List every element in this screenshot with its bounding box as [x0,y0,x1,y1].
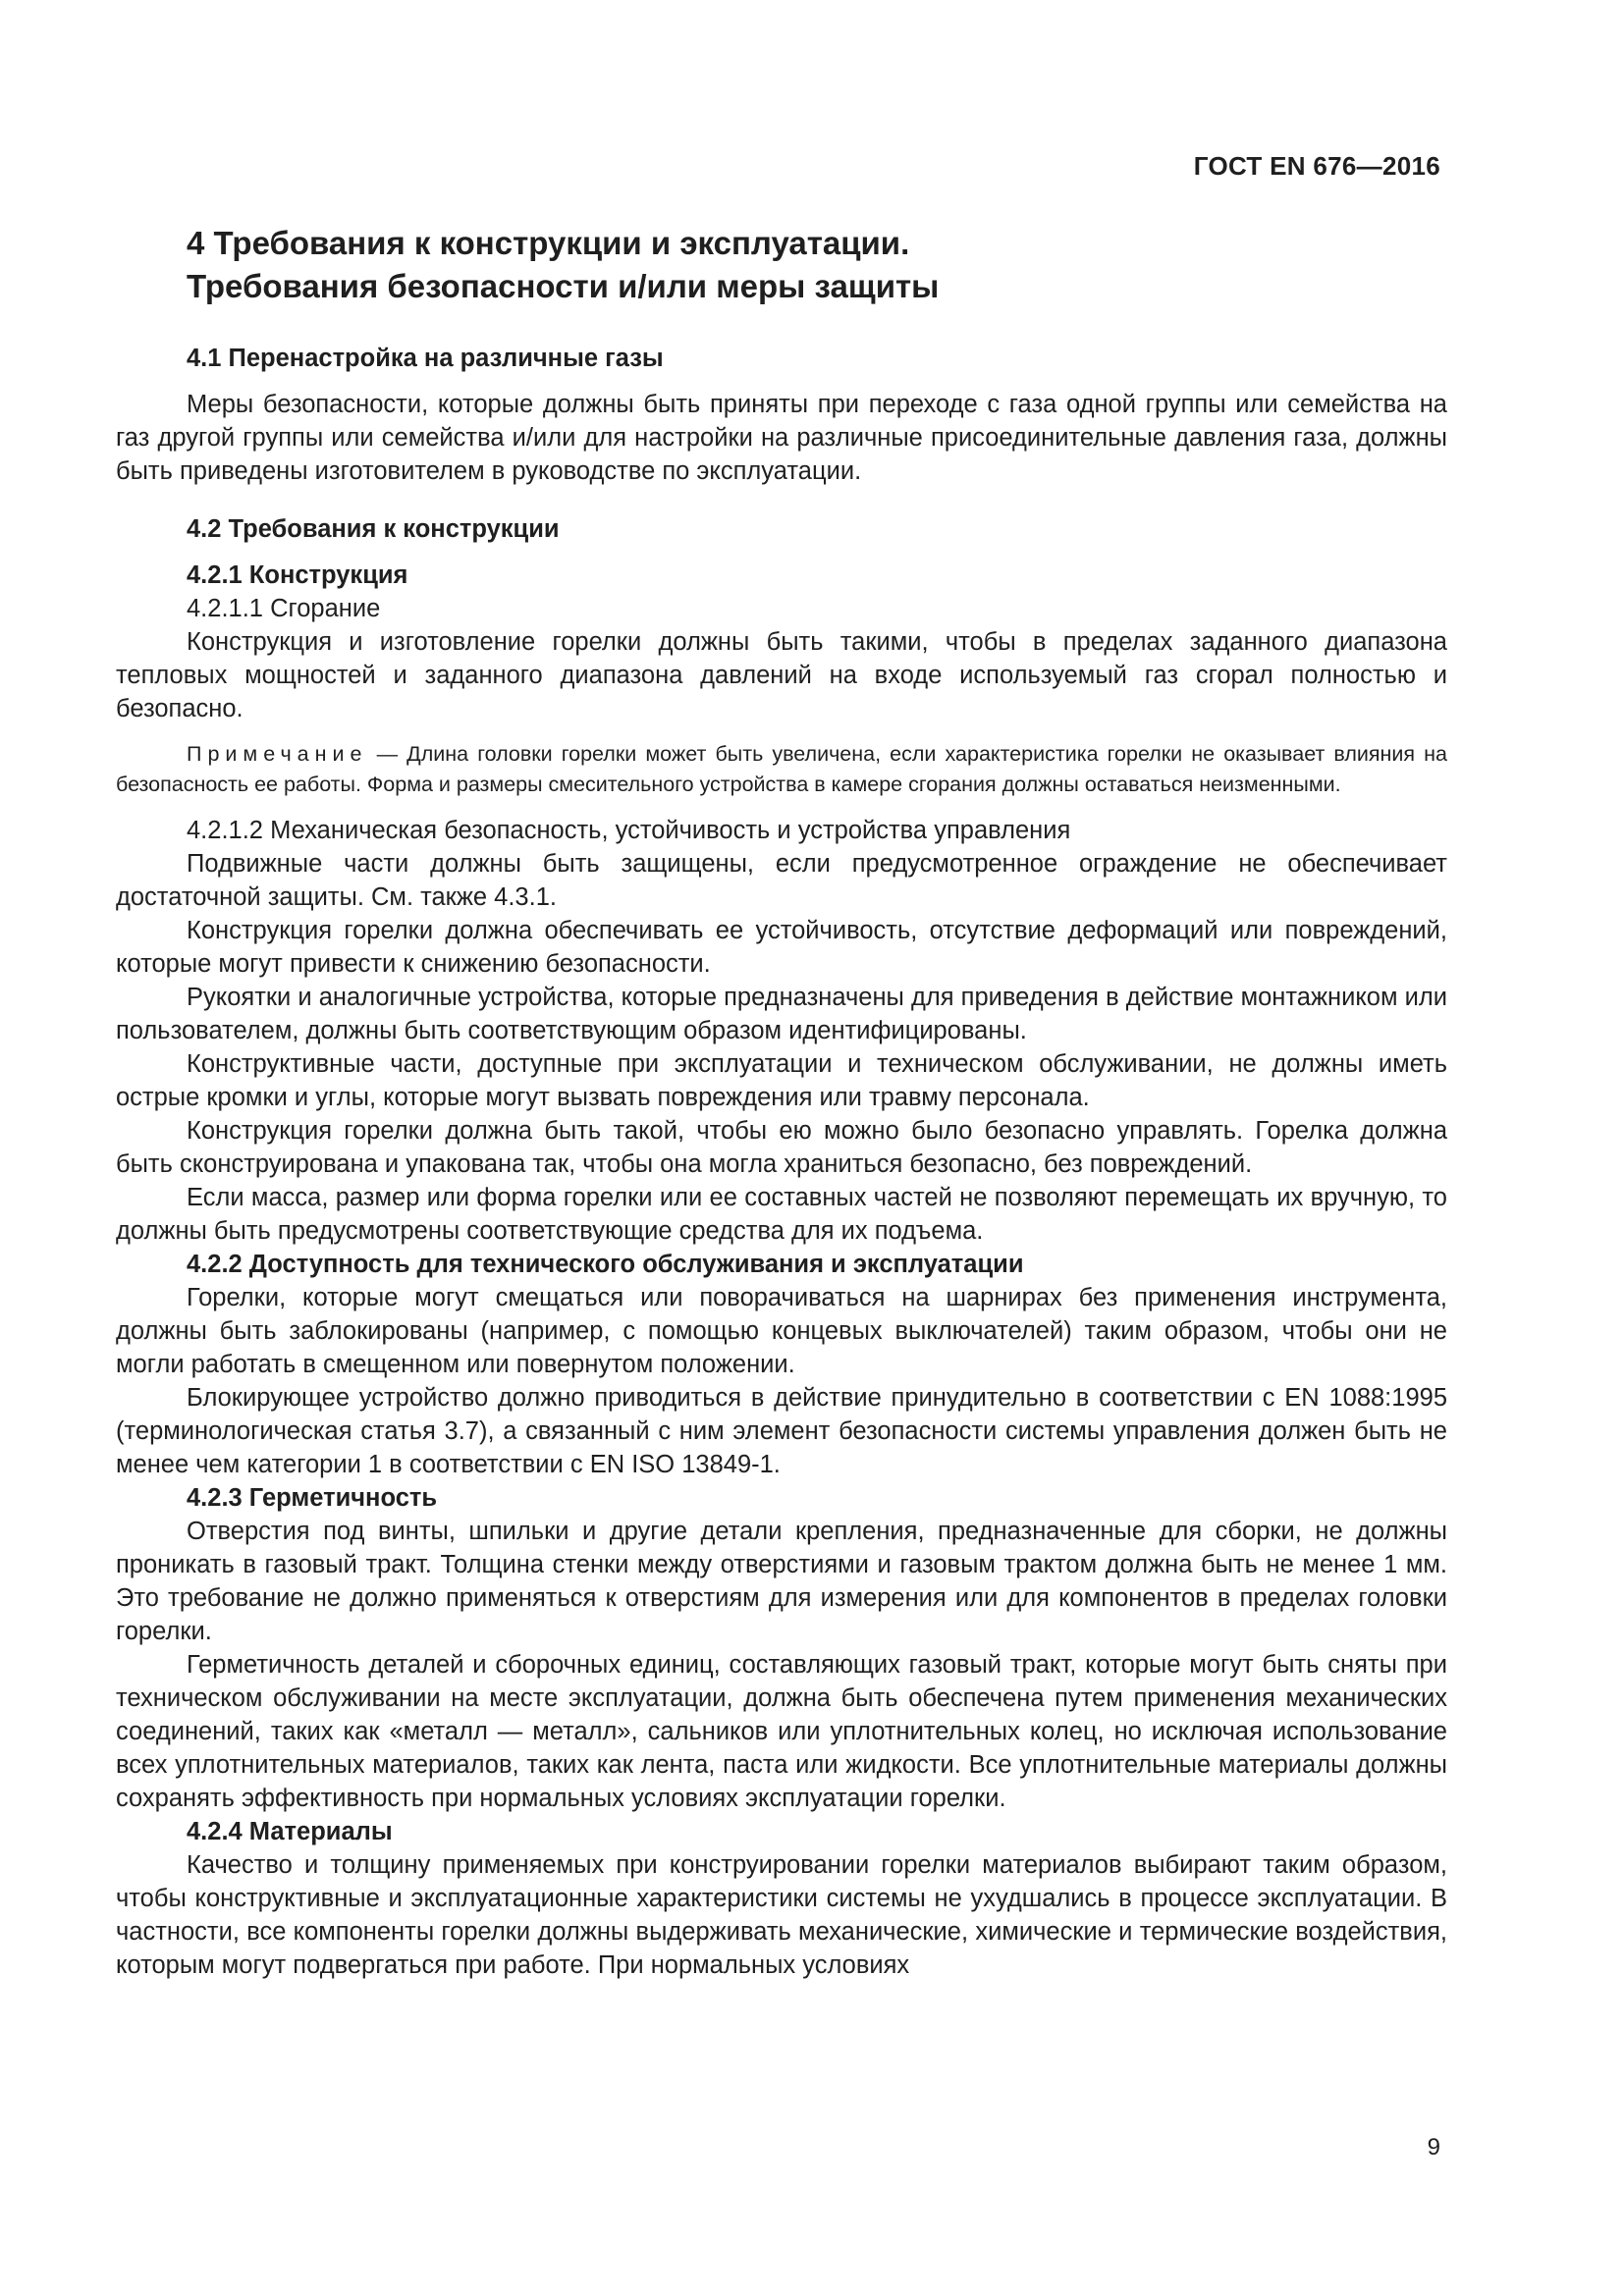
section-4-2-4-heading: 4.2.4 Материалы [187,1818,393,1845]
section-4-2-1-2-paragraph: Если масса, размер или форма горелки или ее составных частей не позволяют перемещать их вручную, то должны быть предусмотрены соответствующие средства для их подъема. [116,1184,1447,1245]
section-4-1-heading: 4.1 Перенастройка на различные газы [187,345,664,372]
section-4-2-1-1-paragraph: Конструкция и изготовление горелки должны быть такими, чтобы в пределах заданного диапазона тепловых мощностей и заданного диапазона давлений на входе используемый газ сгорал полностью и безопасно. [116,628,1447,722]
section-4-2-3-heading: 4.2.3 Герметичность [187,1484,438,1512]
section-4-2-4-paragraph: Качество и толщину применяемых при конструировании горелки материалов выбирают таким образом, чтобы конструктивные и эксплуатационные характеристики системы не ухудшались в процессе эксплуатации. В частности, все компоненты горелки должны выдерживать механические, химические и термические воздействия, которым могут подвергаться при работе. При нормальных условиях [116,1851,1447,1979]
section-4-2-heading: 4.2 Требования к конструкции [187,515,560,543]
section-4-title-line1: 4 Требования к конструкции и эксплуатации. [187,225,910,261]
document-code: ГОСТ EN 676—2016 [1193,151,1440,181]
note [116,739,1447,800]
page-content [116,222,1447,1982]
section-4-title [187,222,1447,308]
section-4-title-line2: Требования безопасности и/или меры защиты [187,268,940,304]
section-4-2-1-2-paragraph: Конструкция горелки должна обеспечивать ее устойчивость, отсутствие деформаций или повреждений, которые могут привести к снижению безопасности. [116,917,1447,978]
section-4-2-1-2-heading: 4.2.1.2 Механическая безопасность, устойчивость и устройства управления [187,817,1071,844]
section-4-2-1-2-paragraph: Рукоятки и аналогичные устройства, которые предназначены для приведения в действие монтажником или пользователем, должны быть соответствующим образом идентифицированы. [116,984,1447,1044]
section-4-2-1-2-paragraph: Конструкция горелки должна быть такой, чтобы ею можно было безопасно управлять. Горелка должна быть сконструирована и упакована так, чтобы она могла храниться безопасно, без повреждений. [116,1117,1447,1178]
note-label: Примечание [187,742,368,766]
page-number: 9 [1427,2134,1440,2161]
section-4-2-1-1-heading: 4.2.1.1 Сгорание [187,595,381,622]
section-4-2-1-heading: 4.2.1 Конструкция [187,561,408,589]
section-4-2-2-heading: 4.2.2 Доступность для технического обслуживания и эксплуатации [187,1251,1024,1278]
section-4-2-3-paragraph: Отверстия под винты, шпильки и другие детали крепления, предназначенные для сборки, не должны проникать в газовый тракт. Толщина стенки между отверстиями и газовым трактом должна быть не менее 1 мм. Это требование не должно применяться к отверстиям для измерения или для компонентов в пределах головки горелки. [116,1518,1447,1645]
section-4-2-2-paragraph: Горелки, которые могут смещаться или поворачиваться на шарнирах без применения инструмента, должны быть заблокированы (например, с помощью концевых выключателей) таким образом, чтобы они не могли работать в смещенном или повернутом положении. [116,1284,1447,1378]
section-4-1-paragraph: Меры безопасности, которые должны быть приняты при переходе с газа одной группы или семейства на газ другой группы или семейства и/или для настройки на различные присоединительные давления газа, должны быть приведены изготовителем в руководстве по эксплуатации. [116,391,1447,485]
note-text: — Длина головки горелки может быть увеличена, если характеристика горелки не оказывает влияния на безопасность ее работы. Форма и размеры смесительного устройства в камере сгорания должны оставаться неизменными. [116,742,1447,796]
section-4-2-2-paragraph: Блокирующее устройство должно приводиться в действие принудительно в соответствии с EN 1088:1995 (терминологическая статья 3.7), а связанный с ним элемент безопасности системы управления должен быть не менее чем категории 1 в соответствии с EN ISO 13849-1. [116,1384,1447,1478]
section-4-2-1-2-paragraph: Подвижные части должны быть защищены, если предусмотренное ограждение не обеспечивает достаточной защиты. См. также 4.3.1. [116,850,1447,911]
section-4-2-1-2-paragraph: Конструктивные части, доступные при эксплуатации и техническом обслуживании, не должны иметь острые кромки и углы, которые могут вызвать повреждения или травму персонала. [116,1050,1447,1111]
section-4-2-3-paragraph: Герметичность деталей и сборочных единиц, составляющих газовый тракт, которые могут быть сняты при техническом обслуживании на месте эксплуатации, должна быть обеспечена путем применения механических соединений, таких как «металл — металл», сальников или уплотнительных колец, но исключая использование всех уплотнительных материалов, таких как лента, паста или жидкости. Все уплотнительные материалы должны сохранять эффективность при нормальных условиях эксплуатации горелки. [116,1651,1447,1812]
